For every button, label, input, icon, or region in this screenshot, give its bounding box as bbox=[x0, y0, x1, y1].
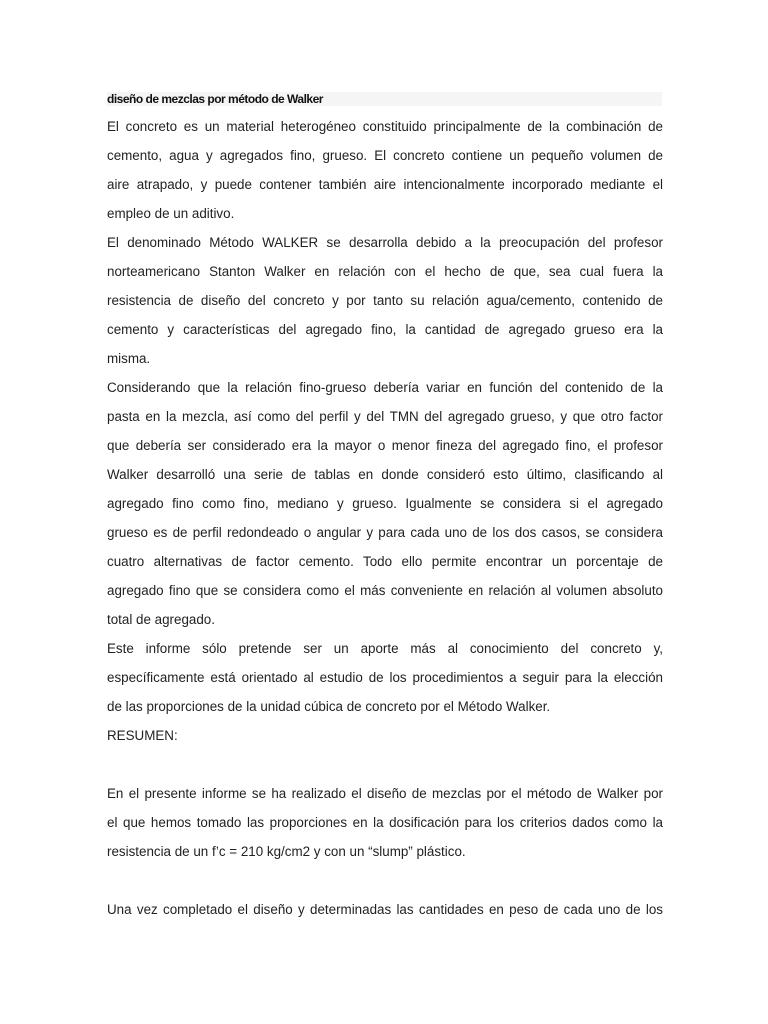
text-line: cemento, agua y agregados fino, grueso. El concreto contiene un pequeño volumen de bbox=[107, 148, 663, 163]
text-line: El denominado Método WALKER se desarrolla debido a la preocupación del profesor bbox=[107, 235, 663, 250]
text-line: Este informe sólo pretende ser un aporte más al conocimiento del concreto y, bbox=[107, 641, 663, 656]
paragraph-design-completed bbox=[107, 895, 663, 924]
section-heading-resumen bbox=[107, 721, 663, 750]
text-line: grueso es de perfil redondeado o angular y para cada uno de los dos casos, se considera bbox=[107, 525, 663, 540]
text-line: misma. bbox=[107, 351, 151, 366]
document-page bbox=[107, 92, 663, 924]
blank-line bbox=[107, 750, 663, 779]
text-line: Una vez completado el diseño y determinadas las cantidades en peso de cada uno de los bbox=[107, 902, 663, 917]
paragraph-summary bbox=[107, 779, 663, 866]
paragraph-walker-method bbox=[107, 228, 663, 373]
text-line: En el presente informe se ha realizado el diseño de mezclas por el método de Walker por bbox=[107, 786, 663, 801]
title-bar bbox=[107, 92, 662, 106]
text-line: empleo de un aditivo. bbox=[107, 206, 235, 221]
text-line: de las proporciones de la unidad cúbica de concreto por el Método Walker. bbox=[107, 699, 551, 714]
text-line: RESUMEN: bbox=[107, 728, 178, 743]
blank-line bbox=[107, 866, 663, 895]
text-line: que debería ser considerado era la mayor o menor fineza del agregado fino, el profesor bbox=[107, 438, 663, 453]
text-line: específicamente está orientado al estudio de los procedimientos a seguir para la elección bbox=[107, 670, 663, 685]
text-line: agregado fino como fino, mediano y grueso. Igualmente se considera si el agregado bbox=[107, 496, 663, 511]
text-line: pasta en la mezcla, así como del perfil y del TMN del agregado grueso, y que otro factor bbox=[107, 409, 663, 424]
text-line: el que hemos tomado las proporciones en la dosificación para los criterios dados como la bbox=[107, 815, 663, 830]
document-title: diseño de mezclas por método de Walker bbox=[107, 92, 323, 106]
text-line: Considerando que la relación fino-grueso debería variar en función del contenido de la bbox=[107, 380, 663, 395]
text-line: total de agregado. bbox=[107, 612, 215, 627]
text-line: aire atrapado, y puede contener también aire intencionalmente incorporado mediante el bbox=[107, 177, 663, 192]
text-line: resistencia de diseño del concreto y por tanto su relación agua/cemento, contenido de bbox=[107, 293, 663, 308]
text-line: El concreto es un material heterogéneo constituido principalmente de la combinación de bbox=[107, 119, 663, 134]
text-line: agregado fino que se considera como el más conveniente en relación al volumen absoluto bbox=[107, 583, 663, 598]
text-line: cemento y características del agregado fino, la cantidad de agregado grueso era la bbox=[107, 322, 663, 337]
text-line: cuatro alternativas de factor cemento. Todo ello permite encontrar un porcentaje de bbox=[107, 554, 663, 569]
paragraph-report-purpose bbox=[107, 634, 663, 721]
paragraph-fine-coarse bbox=[107, 373, 663, 634]
text-line: norteamericano Stanton Walker en relación con el hecho de que, sea cual fuera la bbox=[107, 264, 663, 279]
paragraph-intro bbox=[107, 112, 663, 228]
text-line: Walker desarrolló una serie de tablas en donde consideró esto último, clasificando al bbox=[107, 467, 663, 482]
text-line: resistencia de un f’c = 210 kg/cm2 y con un “slump” plástico. bbox=[107, 844, 466, 859]
